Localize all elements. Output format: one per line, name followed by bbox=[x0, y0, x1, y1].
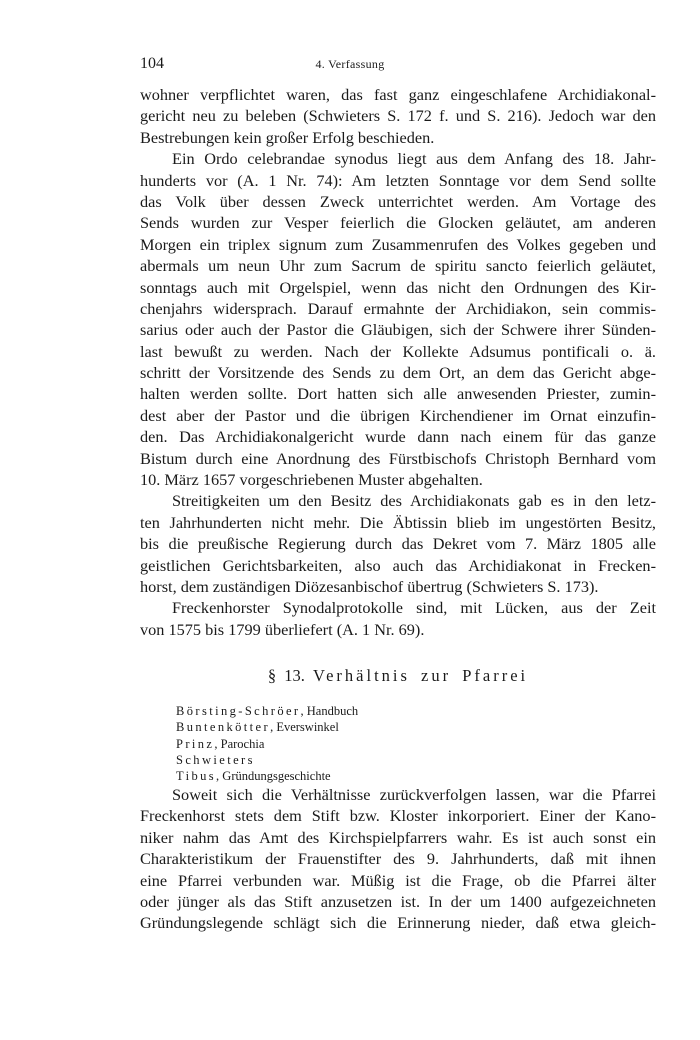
text-line: oder jünger als das Stift anzusetzen ist. In der um 1400 aufgezeichneten bbox=[140, 891, 656, 911]
text-block-upper bbox=[140, 84, 656, 640]
bibliography-entry: Prinz, Parochia bbox=[176, 736, 265, 751]
text-line: sarius oder auch der Pastor die Gläubigen, sich der Schwere ihrer Sünden- bbox=[140, 320, 656, 340]
section-title: Verhältnis zur Pfarrei bbox=[313, 666, 529, 685]
bib-author: Buntenkötter bbox=[176, 720, 271, 735]
text-line: bis die preußische Regierung durch das Dekret vom 7. März 1805 alle bbox=[140, 534, 656, 554]
text-line: abermals um neun Uhr zum Sacrum de spiritu sancto feierlich geläutet, bbox=[140, 256, 656, 276]
bibliography-list bbox=[176, 703, 358, 784]
bibliography-entry: Tibus, Gründungsgeschichte bbox=[176, 769, 331, 784]
bib-work: Handbuch bbox=[306, 704, 359, 718]
text-line: 10. März 1657 vorgeschriebenen Muster abgehalten. bbox=[140, 470, 483, 490]
section-heading bbox=[140, 666, 656, 686]
paragraph bbox=[140, 148, 656, 490]
text-line: Soweit sich die Verhältnisse zurückverfolgen lassen, war die Pfarrei bbox=[172, 785, 656, 804]
paragraph bbox=[140, 84, 656, 148]
bib-author: Schwieters bbox=[176, 752, 255, 767]
text-line: niker nahm das Amt des Kirchspielpfarrers wahr. Es ist auch sonst ein bbox=[140, 827, 656, 847]
text-line: Charakteristikum der Frauenstifter des 9. Jahrhunderts, daß mit ihnen bbox=[140, 849, 656, 869]
text-line: ten Jahrhunderten nicht mehr. Die Äbtissin blieb im ungestörten Besitz, bbox=[140, 512, 656, 532]
text-line: Gründungslegende schlägt sich die Erinnerung nieder, daß etwa gleich- bbox=[140, 913, 656, 933]
paragraph bbox=[140, 784, 656, 934]
text-line: den. Das Archidiakonalgericht wurde dann nach einem für das ganze bbox=[140, 427, 656, 447]
text-line: Bestrebungen kein großer Erfolg beschieden. bbox=[140, 127, 435, 147]
text-line: geistlichen Gerichtsbarkeiten, also auch das Archidiakonat in Frecken- bbox=[140, 555, 656, 575]
bib-work: Gründungsgeschichte bbox=[222, 769, 331, 784]
text-line: Sends wurden zur Vesper feierlich die Glocken geläutet, am anderen bbox=[140, 213, 656, 233]
text-line: Morgen ein triplex signum zum Zusammenrufen des Volkes gegeben und bbox=[140, 234, 656, 254]
bibliography-entry: Buntenkötter, Everswinkel bbox=[176, 720, 339, 735]
bib-work: Everswinkel bbox=[276, 720, 339, 735]
text-line: Freckenhorster Synodalprotokolle sind, mit Lücken, aus der Zeit bbox=[172, 598, 656, 618]
bibliography-entry bbox=[176, 752, 358, 768]
text-line: Freckenhorst stets dem Stift bzw. Kloster inkorporiert. Einer der Kano- bbox=[140, 806, 656, 826]
text-line: Ein Ordo celebrandae synodus liegt aus dem Anfang des 18. Jahr- bbox=[172, 149, 656, 169]
text-line: von 1575 bis 1799 überliefert (A. 1 Nr. 69). bbox=[140, 619, 425, 639]
text-line: gericht neu zu beleben (Schwieters S. 172 f. und S. 216). Jedoch war den bbox=[140, 106, 656, 126]
text-line: schritt der Vorsitzende des Sends zu dem Ort, an dem das Gericht abge- bbox=[140, 363, 656, 383]
bib-author: Tibus bbox=[176, 769, 217, 784]
bibliography-entry: Börsting-Schröer, Handbuch bbox=[176, 704, 359, 718]
text-line: chenjahrs widersprach. Darauf ermahnte der Archidiakon, sein commis- bbox=[140, 298, 656, 318]
text-line: das Volk über dessen Zweck unterrichtet werden. Am Vortage des bbox=[140, 191, 656, 211]
text-line: hunderts vor (A. 1 Nr. 74): Am letzten Sonntage vor dem Send sollte bbox=[140, 170, 656, 190]
text-block-lower bbox=[140, 784, 656, 934]
text-line: eine Pfarrei verbunden war. Müßig ist die Frage, ob die Pfarrei älter bbox=[140, 870, 656, 890]
text-line: last bewußt zu werden. Nach der Kollekte Adsumus pontificali o. ä. bbox=[140, 341, 656, 361]
text-line: wohner verpflichtet waren, das fast ganz eingeschlafene Archidiakonal- bbox=[140, 85, 656, 104]
text-line: Bistum durch eine Anordnung des Fürstbischofs Christoph Bernhard vom bbox=[140, 448, 656, 468]
bib-work: Parochia bbox=[220, 736, 265, 751]
text-line: Streitigkeiten um den Besitz des Archidiakonats gab es in den letz- bbox=[172, 491, 656, 511]
text-line: halten werden sollte. Dort hatten sich alle anwesenden Priester, zumin- bbox=[140, 384, 656, 404]
paragraph bbox=[140, 490, 656, 597]
bib-author: Börsting-Schröer bbox=[176, 704, 301, 718]
paragraph bbox=[140, 597, 656, 640]
running-head: 4. Verfassung bbox=[315, 57, 385, 71]
bib-author: Prinz bbox=[176, 736, 215, 751]
text-line: sonntags auch mit Orgelspiel, wenn das nicht den Ordnungen des Kir- bbox=[140, 277, 656, 297]
text-line: dest aber der Pastor und die übrigen Kirchendiener im Ornat einzufin- bbox=[140, 405, 656, 425]
page-number: 104 bbox=[140, 55, 164, 72]
text-line: horst, dem zuständigen Diözesanbischof übertrug (Schwieters S. 173). bbox=[140, 576, 599, 596]
section-number: § 13. bbox=[267, 666, 305, 685]
